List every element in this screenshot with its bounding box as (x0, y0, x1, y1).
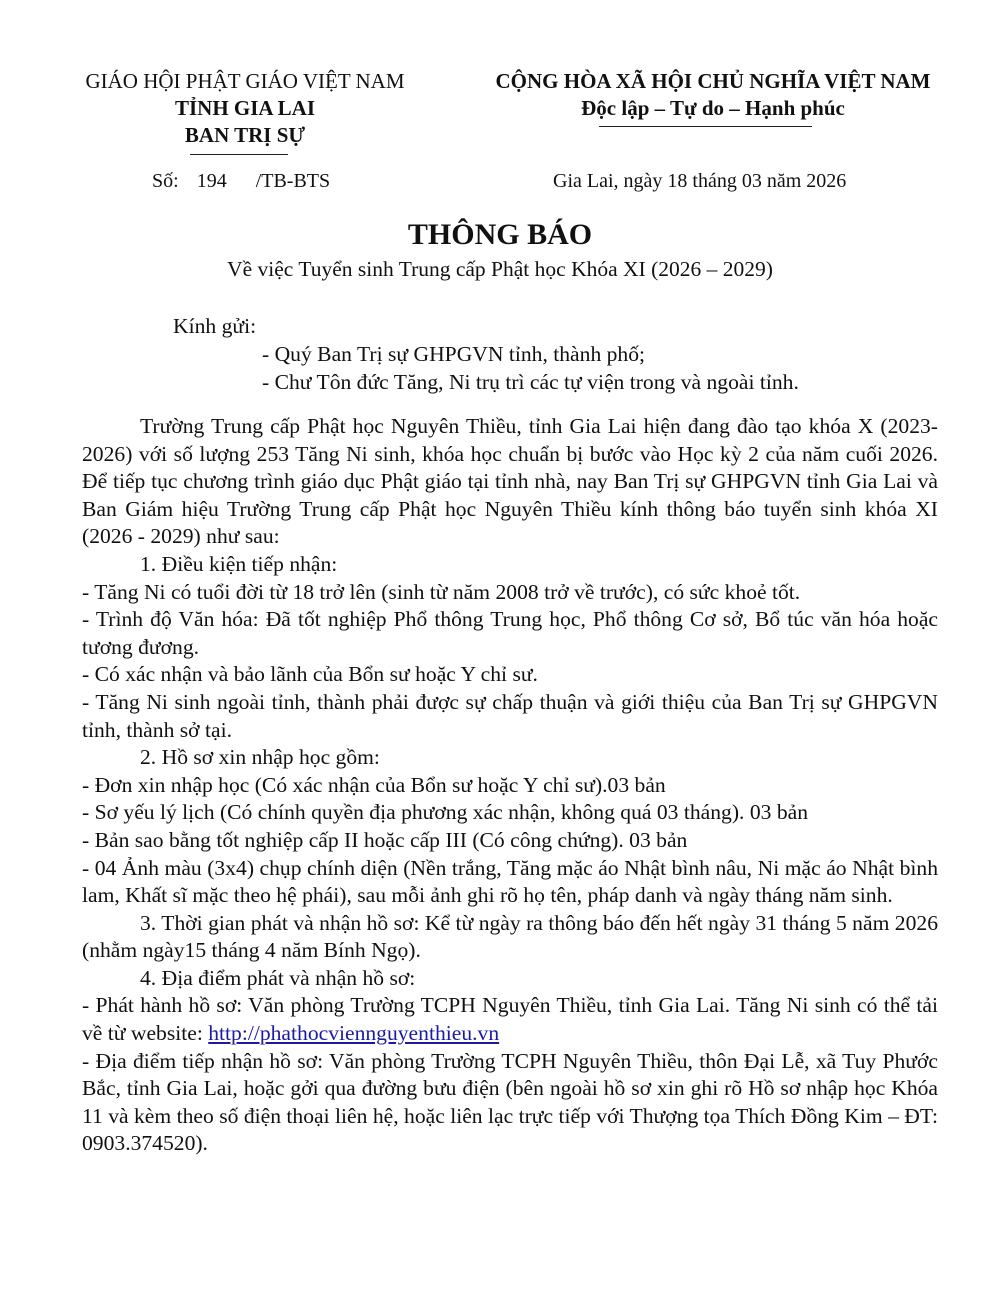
org-name: GIÁO HỘI PHẬT GIÁO VIỆT NAM (85, 69, 405, 93)
number-suffix: /TB-BTS (255, 170, 331, 192)
document-item: - Sơ yếu lý lịch (Có chính quyền địa phương xác nhận, không quá 03 tháng). 03 bản (82, 800, 809, 825)
issue-location-item (82, 992, 938, 1047)
document-title: THÔNG BÁO (407, 218, 593, 251)
condition-item: - Tăng Ni có tuổi đời từ 18 trở lên (sinh từ năm 2008 trở về trước), có sức khoẻ tốt. (82, 579, 801, 604)
right-header-divider (599, 126, 812, 127)
document-number (152, 170, 330, 193)
recipient-item: - Chư Tôn đức Tăng, Ni trụ trì các tự viện trong và ngoài tỉnh. (262, 370, 799, 394)
condition-item: - Trình độ Văn hóa: Đã tốt nghiệp Phổ thông Trung học, Phổ thông Cơ sở, Bổ túc văn hóa hoặc tương đương. (82, 607, 938, 659)
document-item: - 04 Ảnh màu (3x4) chụp chính diện (Nền trắng, Tăng mặc áo Nhật bình nâu, Ni mặc áo Nhật bình lam, Khất sĩ mặc theo hệ phái), sau mỗi ảnh ghi rõ họ tên, pháp danh và ngày tháng năm sinh. (82, 855, 938, 908)
national-heading-block (468, 68, 958, 122)
receive-location-item: - Địa điểm tiếp nhận hồ sơ: Văn phòng Trường TCPH Nguyên Thiều, thôn Đại Lễ, xã Tuy Phước Bắc, tỉnh Gia Lai, hoặc gởi qua đường bưu điện (bên ngoài hồ sơ xin ghi rõ Hồ sơ nhập học Khóa 11 và kèm theo số điện thoại liên hệ, hoặc liên lạc trực tiếp với Thượng tọa Thích Đồng Kim – ĐT: 0903.374520). (82, 1048, 938, 1156)
document-body (82, 413, 938, 1158)
section-timeline: 3. Thời gian phát và nhận hồ sơ: Kể từ ngày ra thông báo đến hết ngày 31 tháng 5 năm 2026 (nhằm ngày15 tháng 4 năm Bính Ngọ). (82, 910, 938, 963)
condition-item: - Có xác nhận và bảo lãnh của Bổn sư hoặc Y chỉ sư. (82, 662, 538, 687)
recipient-item: - Quý Ban Trị sự GHPGVN tỉnh, thành phố; (262, 342, 646, 366)
recipients-label: Kính gửi: (173, 314, 257, 338)
section-heading-documents: 2. Hồ sơ xin nhập học gồm: (140, 745, 380, 770)
intro-paragraph: Trường Trung cấp Phật học Nguyên Thiều, tỉnh Gia Lai hiện đang đào tạo khóa X (2023-2026) với số lượng 253 Tăng Ni sinh, khóa học chuẩn bị bước vào Học kỳ 2 của năm cuối 2026. Để tiếp tục chương trình giáo dục Phật giáo tại tỉnh nhà, nay Ban Trị sự GHPGVN tỉnh Gia Lai và Ban Giám hiệu Trường Trung cấp Phật học Nguyên Thiều kính thông báo tuyển sinh khóa XI (2026 - 2029) như sau: (82, 414, 938, 549)
section-heading-location: 4. Địa điểm phát và nhận hồ sơ: (140, 965, 416, 990)
province-name: TỈNH GIA LAI (174, 96, 316, 120)
left-header-divider (190, 154, 288, 155)
number-label: Số: (152, 170, 179, 192)
document-item: - Đơn xin nhập học (Có xác nhận của Bổn sư hoặc Y chỉ sư).03 bản (82, 772, 666, 797)
issue-location-text: - Phát hành hồ sơ: Văn phòng Trường TCPH Nguyên Thiều, tỉnh Gia Lai. Tăng Ni sinh có thể tải về từ website: (82, 993, 938, 1046)
national-motto: Độc lập – Tự do – Hạnh phúc (581, 96, 845, 120)
board-name: BAN TRỊ SỰ (184, 123, 306, 147)
condition-item: - Tăng Ni sinh ngoài tỉnh, thành phải được sự chấp thuận và giới thiệu của Ban Trị sự GHPGVN tỉnh, thành sở tại. (82, 689, 938, 742)
website-link[interactable]: http://phathocviennguyenthieu.vn (208, 1021, 500, 1046)
section-heading-conditions: 1. Điều kiện tiếp nhận: (140, 551, 338, 576)
place-date: Gia Lai, ngày 18 tháng 03 năm 2026 (553, 170, 847, 192)
issuing-organization-block (60, 68, 430, 149)
number-value: 194 (196, 170, 227, 192)
document-subtitle: Về việc Tuyển sinh Trung cấp Phật học Khóa XI (2026 – 2029) (227, 257, 773, 281)
nation-name: CỘNG HÒA XÃ HỘI CHỦ NGHĨA VIỆT NAM (495, 69, 931, 93)
document-item: - Bản sao bằng tốt nghiệp cấp II hoặc cấp III (Có công chứng). 03 bản (82, 827, 688, 852)
